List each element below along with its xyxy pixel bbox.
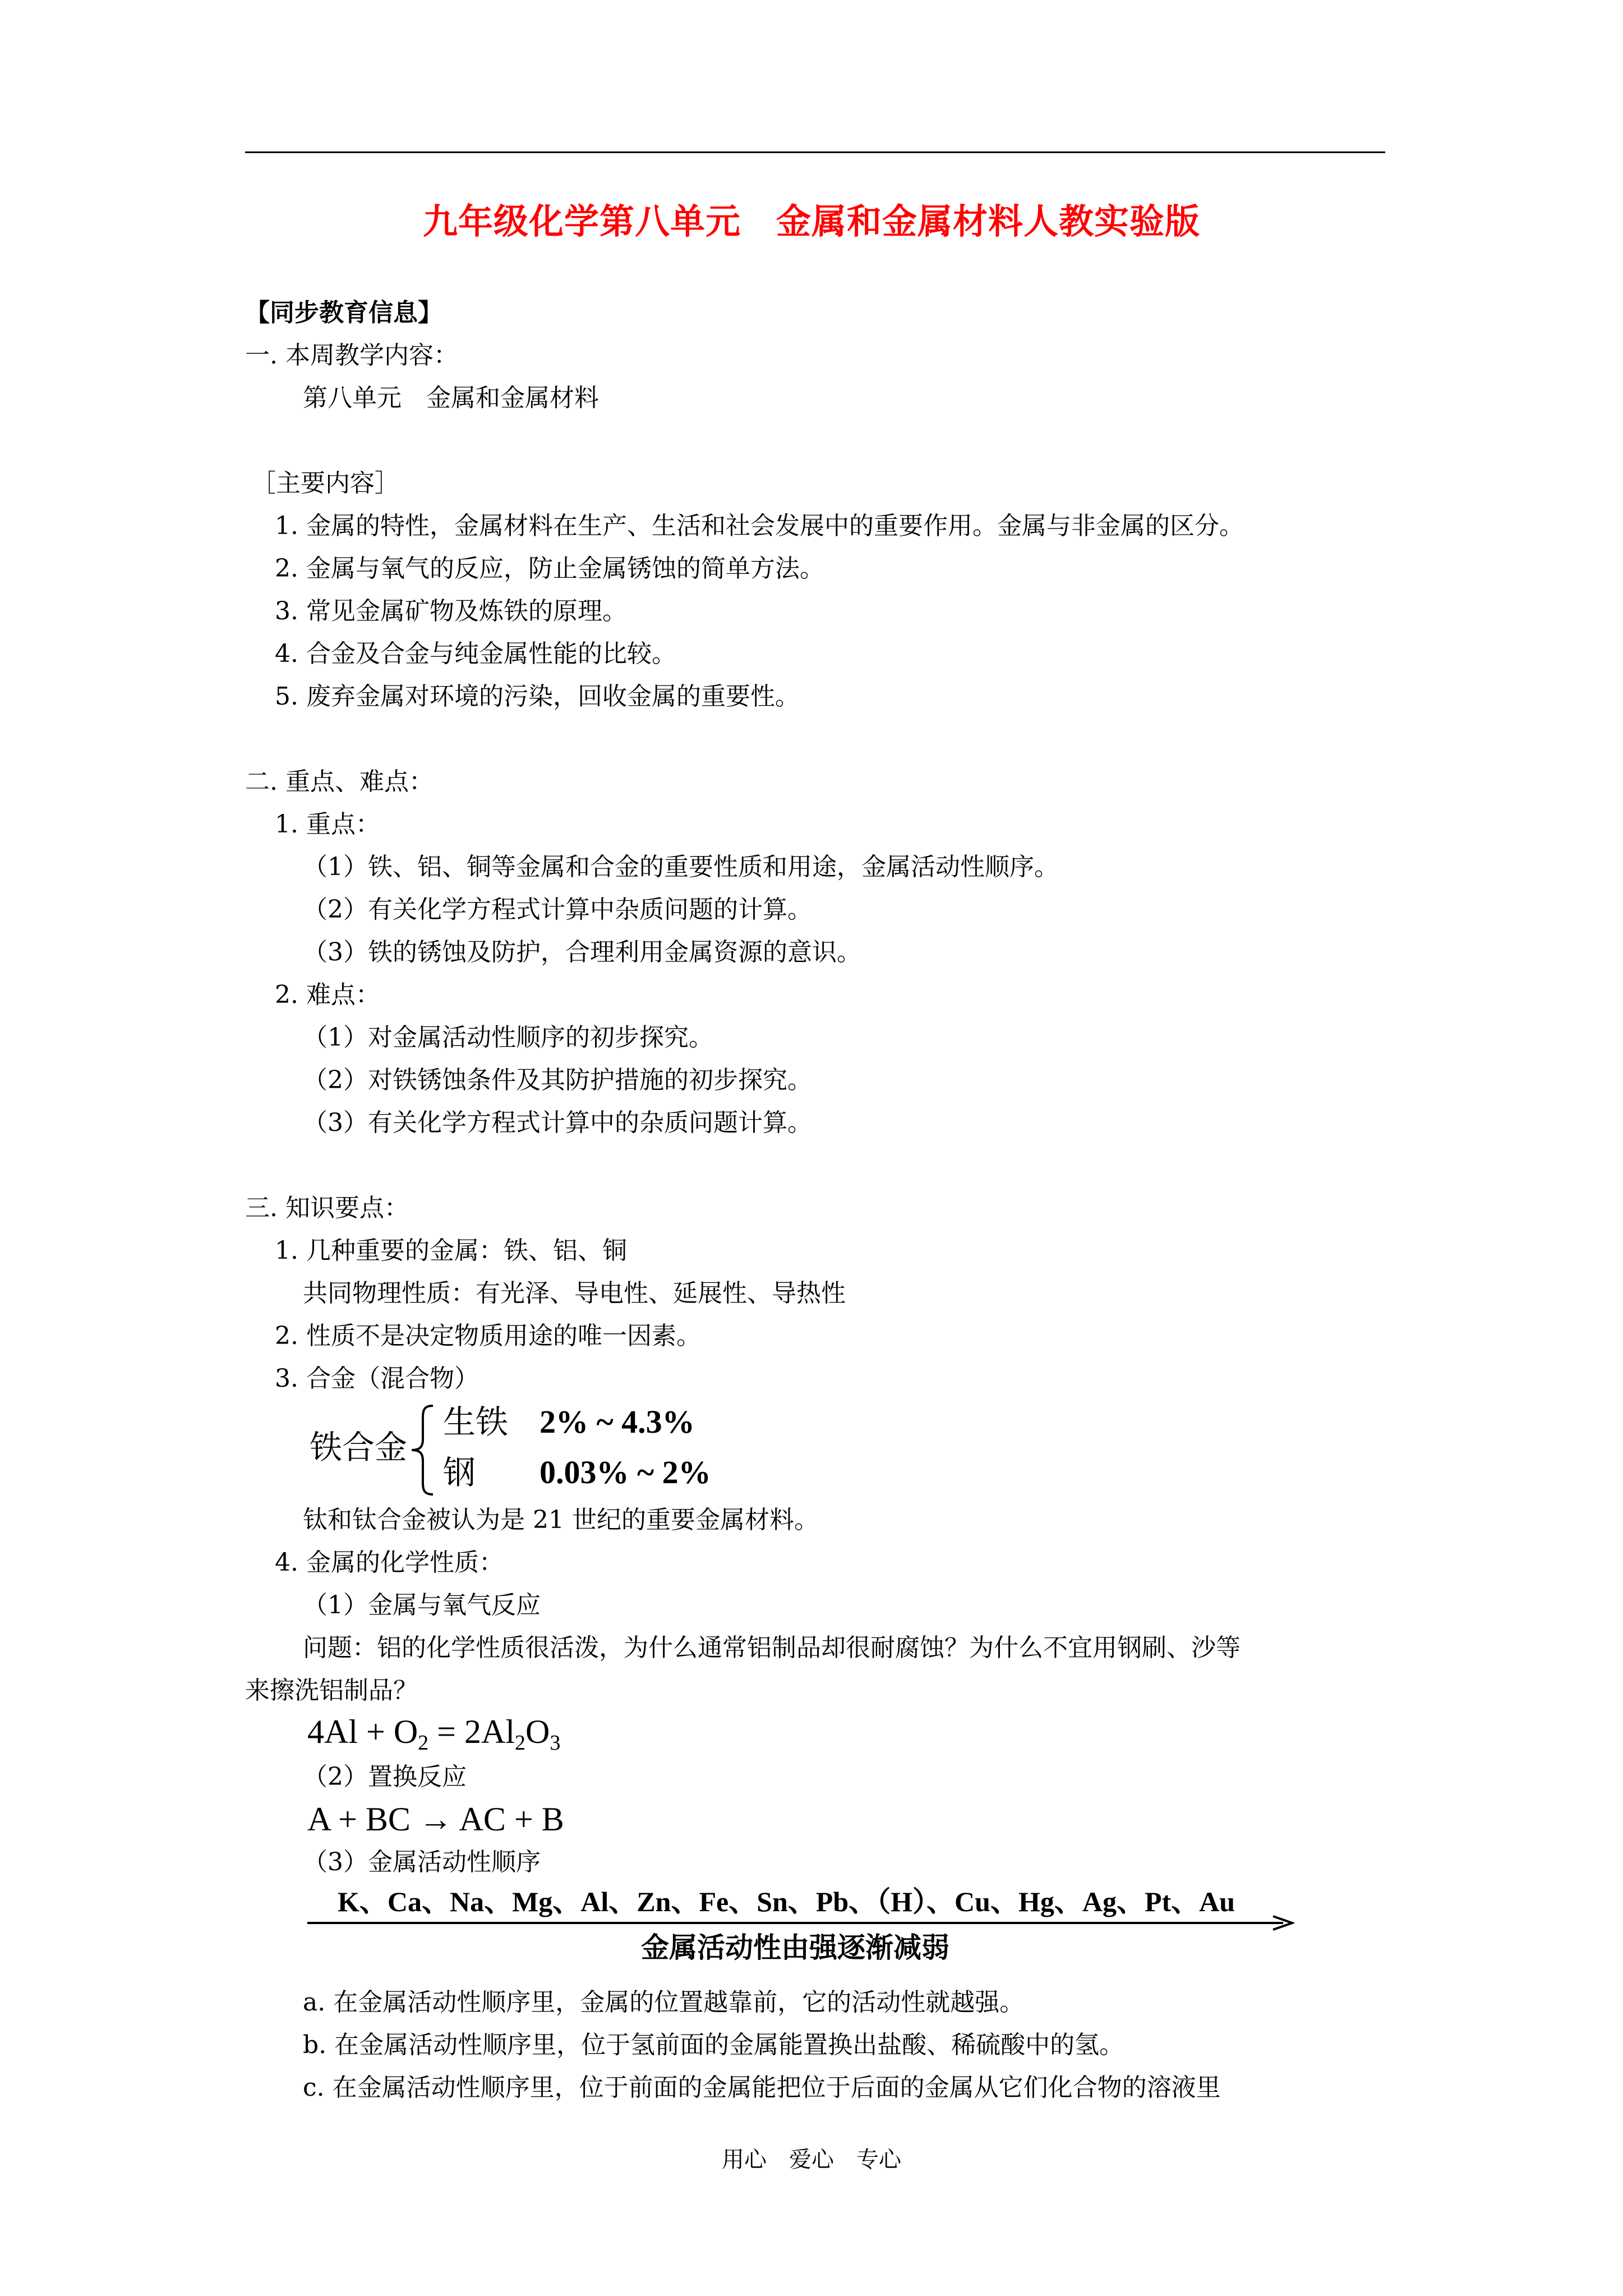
list-item: （1）铁、铝、铜等金属和合金的重要性质和用途，金属活动性顺序。 [303,853,1059,881]
alloy-row-label: 钢 [443,1453,476,1492]
list-item: （2）有关化学方程式计算中杂质问题的计算。 [303,895,812,924]
activity-series-caption: 金属活动性由强逐渐减弱 [641,1931,949,1964]
rule-item: a. 在金属活动性顺序里，金属的位置越靠前，它的活动性就越强。 [303,1988,1025,2017]
list-item: 3. 合金（混合物） [275,1364,479,1393]
equation-aluminium-oxidation [307,1712,561,1755]
main-content-heading: ［主要内容］ [251,469,399,498]
alloy-classification [310,1402,814,1503]
list-item: 4. 金属的化学性质： [275,1548,504,1577]
question-text: 问题：铝的化学性质很活泼，为什么通常铝制品却很耐腐蚀？为什么不宜用钢刷、沙等 [303,1634,1241,1662]
equation-displacement: A + BC → AC + B [307,1801,564,1838]
document-title: 九年级化学第八单元 金属和金属材料人教实验版 [422,201,1200,242]
paragraph: 共同物理性质：有光泽、导电性、延展性、导热性 [303,1279,846,1308]
list-item: （3）有关化学方程式计算中的杂质问题计算。 [303,1108,812,1137]
list-item: （3）铁的锈蚀及防护，合理利用金属资源的意识。 [303,938,861,967]
key-points-heading: 1. 重点： [275,810,380,839]
equation-part: O [525,1713,550,1750]
alloy-name: 铁合金 [310,1428,408,1466]
rule-item: b. 在金属活动性顺序里，位于氢前面的金属能置换出盐酸、稀硫酸中的氢。 [303,2031,1124,2059]
equation-subscript: 2 [515,1731,526,1755]
alloy-row-value: 2% ~ 4.3% [540,1404,695,1440]
header-rule [245,151,1385,153]
rule-item: c. 在金属活动性顺序里，位于前面的金属能把位于后面的金属从它们化合物的溶液里 [303,2073,1221,2102]
part1-heading: 一. 本周教学内容： [245,341,458,370]
difficult-points-heading: 2. 难点： [275,981,380,1009]
alloy-row-value: 0.03% ~ 2% [540,1454,711,1490]
equation-subscript: 2 [418,1731,429,1755]
list-item: 1. 几种重要的金属：铁、铝、铜 [275,1236,627,1265]
paragraph: 钛和钛合金被认为是 21 世纪的重要金属材料。 [303,1506,819,1534]
page-footer: 用心 爱心 专心 [722,2147,901,2173]
activity-series: K、Ca、Na、Mg、Al、Zn、Fe、Sn、Pb、（H）、Cu、Hg、Ag、Pt、Au [338,1886,1235,1917]
list-item: 2. 性质不是决定物质用途的唯一因素。 [275,1322,701,1350]
curly-brace-icon [406,1402,439,1498]
list-item: 1. 金属的特性，金属材料在生产、生活和社会发展中的重要作用。金属与非金属的区分。 [275,512,1244,540]
question-text: 来擦洗铝制品？ [245,1676,418,1705]
list-item: （1）对金属活动性顺序的初步探究。 [303,1023,713,1052]
alloy-row-label: 生铁 [443,1403,509,1441]
unit-title: 第八单元 金属和金属材料 [303,384,599,412]
subheading: （1）金属与氧气反应 [303,1591,541,1619]
equation-part: 4Al + O [307,1713,418,1750]
section-header: 【同步教育信息】 [245,298,442,327]
subheading: （3）金属活动性顺序 [303,1848,541,1876]
equation-part: = 2Al [428,1713,515,1750]
list-item: 4. 合金及合金与纯金属性能的比较。 [275,639,676,668]
list-item: 5. 废弃金属对环境的污染，回收金属的重要性。 [275,682,800,711]
list-item: 2. 金属与氧气的反应，防止金属锈蚀的简单方法。 [275,554,824,583]
part2-heading: 二. 重点、难点： [245,767,434,796]
equation-subscript: 3 [550,1731,561,1755]
list-item: （2）对铁锈蚀条件及其防护措施的初步探究。 [303,1066,812,1094]
list-item: 3. 常见金属矿物及炼铁的原理。 [275,597,627,625]
part3-heading: 三. 知识要点： [245,1194,409,1222]
subheading: （2）置换反应 [303,1763,467,1791]
